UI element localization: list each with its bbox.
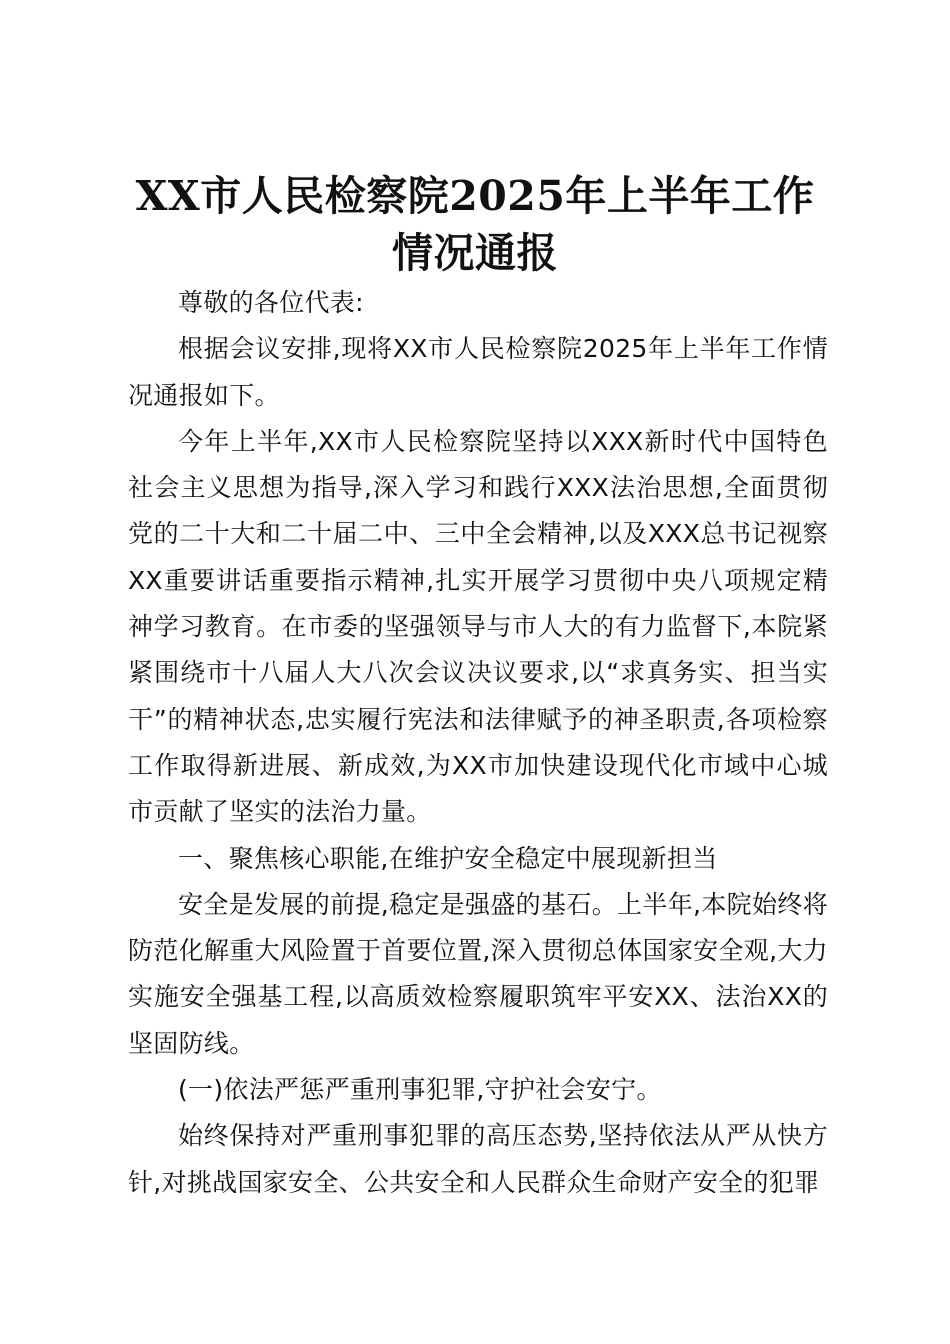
- salutation: 尊敬的各位代表:: [178, 288, 364, 317]
- paragraph-subsection: 始终保持对严重刑事犯罪的高压态势,坚持依法从严从快方针,对挑战国家安全、公共安全和人民群众生命财产安全的犯罪: [128, 1121, 828, 1197]
- paragraph-section-intro: 安全是发展的前提,稳定是强盛的基石。上半年,本院始终将防范化解重大风险置于首要位置,深入贯彻总体国家安全观,大力实施安全强基工程,以高质效检察履职筑牢平安XX、法治XX的坚固防线。: [128, 889, 828, 1058]
- document-title: XX市人民检察院2025年上半年工作情况通报: [135, 172, 815, 277]
- section-heading: 一、聚焦核心职能,在维护安全稳定中展现新担当: [178, 843, 718, 873]
- paragraph-overview: 今年上半年,XX市人民检察院坚持以XXX新时代中国特色社会主义思想为指导,深入学习和践行XXX法治思想,全面贯彻党的二十大和二十届二中、三中全会精神,以及XXX总书记视察XX重要讲话重要指示精神,扎实开展学习贯彻中央八项规定精神学习教育。在市委的坚强领导与市人大的有力监督下,本院紧紧围绕市十八届人大八次会议决议要求,以“求真务实、担当实干”的精神状态,忠实履行宪法和法律赋予的神圣职责,各项检察工作取得新进展、新成效,为XX市加快建设现代化市域中心城市贡献了坚实的法治力量。: [128, 426, 828, 827]
- subsection-heading: (一)依法严惩严重刑事犯罪,守护社会安宁。: [178, 1075, 662, 1105]
- paragraph-intro: 根据会议安排,现将XX市人民检察院2025年上半年工作情况通报如下。: [128, 334, 828, 410]
- document-body: [128, 280, 828, 1206]
